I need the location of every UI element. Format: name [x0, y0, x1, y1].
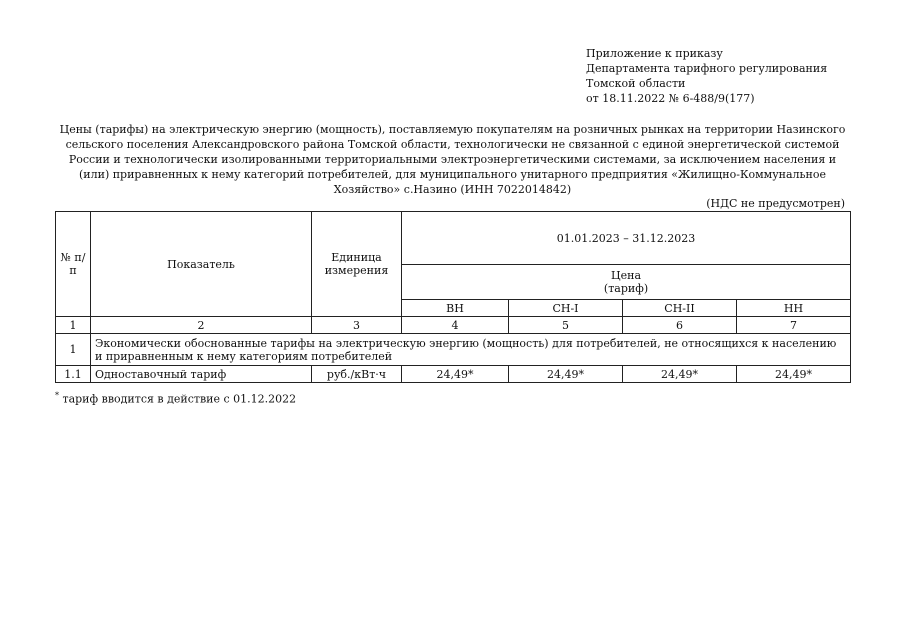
tariff-value-nn: 24,49*	[737, 366, 851, 383]
order-reference-line-3: Томской области	[586, 77, 686, 90]
column-number: 1	[56, 317, 91, 334]
vat-note: (НДС не предусмотрен)	[706, 197, 845, 210]
header-num: № п/п	[56, 212, 91, 317]
order-reference-line-2: Департамента тарифного регулирования	[586, 62, 828, 75]
tariff-value-vn: 24,49*	[402, 366, 509, 383]
footnote-text: тариф вводится в действие с 01.12.2022	[59, 392, 297, 406]
footnote	[55, 389, 296, 407]
header-unit: Единица измерения	[312, 212, 402, 317]
column-number: 6	[623, 317, 737, 334]
header-indicator: Показатель	[91, 212, 312, 317]
section-row	[56, 334, 851, 366]
header-period: 01.01.2023 – 31.12.2023	[402, 212, 851, 265]
section-num: 1	[56, 334, 91, 366]
section-text: Экономически обоснованные тарифы на электрическую энергию (мощность) для потребителей, не относящихся к населению и приравненным к нему категориям потребителей	[91, 334, 851, 366]
order-reference-line-4: от 18.11.2022 № 6-488/9(177)	[586, 92, 755, 105]
voltage-level: НН	[737, 300, 851, 317]
order-reference-line-1: Приложение к приказу	[586, 47, 723, 60]
header-price-sub: (тариф)	[603, 282, 649, 295]
voltage-level: СН-I	[509, 300, 623, 317]
row-indicator: Одноставочный тариф	[91, 366, 312, 383]
column-number: 7	[737, 317, 851, 334]
header-price-label: Цена	[611, 269, 642, 282]
column-numbering-row	[56, 317, 851, 334]
column-number: 4	[402, 317, 509, 334]
table-row	[56, 366, 851, 383]
column-number: 5	[509, 317, 623, 334]
header-price	[402, 265, 851, 300]
order-reference	[586, 46, 827, 106]
row-num: 1.1	[56, 366, 91, 383]
tariff-value-sn1: 24,49*	[509, 366, 623, 383]
column-number: 3	[312, 317, 402, 334]
voltage-level: ВН	[402, 300, 509, 317]
row-unit: руб./кВт·ч	[312, 366, 402, 383]
tariff-table	[55, 211, 851, 383]
column-number: 2	[91, 317, 312, 334]
footnote-mark: *	[55, 391, 59, 400]
voltage-level: СН-II	[623, 300, 737, 317]
tariff-value-sn2: 24,49*	[623, 366, 737, 383]
document-title: Цены (тарифы) на электрическую энергию (мощность), поставляемую покупателям на розничных рынках на территории Назинского сельского поселения Александровского района Томской области, технологически не связанной с единой энергетической системой России и технологически изолированными территориальными электроэнергетическими системами, за исключением населения и (или) приравненных к нему категорий потребителей, для муниципального унитарного предприятия «Жилищно-Коммунальное Хозяйство» с.Назино (ИНН 7022014842)	[59, 123, 846, 196]
header-row-period	[56, 212, 851, 265]
